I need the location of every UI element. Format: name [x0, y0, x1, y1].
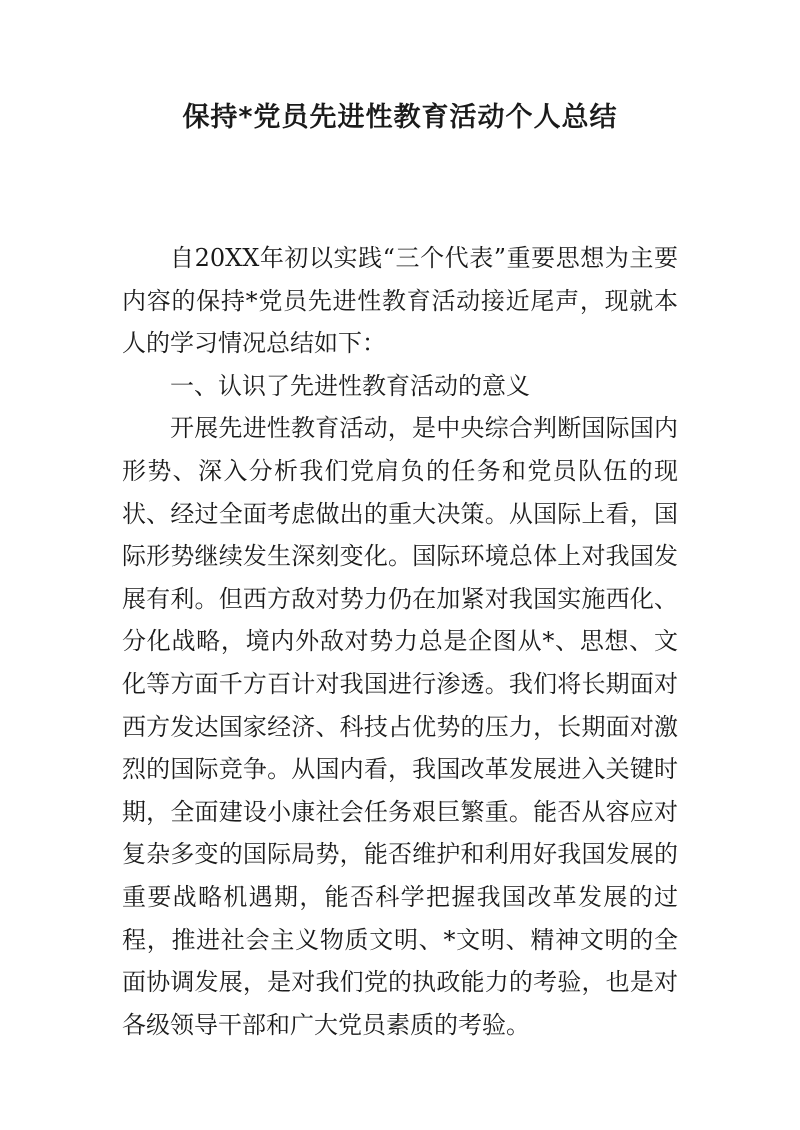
document-title: 保持*党员先进性教育活动个人总结	[182, 102, 618, 133]
intro-paragraph: 自20XX年初以实践“三个代表”重要思想为主要内容的保持*党员先进性教育活动接近尾声，现就本人的学习情况总结如下：	[122, 244, 678, 358]
document-body	[122, 237, 678, 1046]
section-heading: 一、认识了先进性教育活动的意义	[170, 371, 530, 400]
section-paragraph: 开展先进性教育活动，是中央综合判断国际国内形势、深入分析我们党肩负的任务和党员队伍的现状、经过全面考虑做出的重大决策。从国际上看，国际形势继续发生深刻变化。国际环境总体上对我国发展有利。但西方敌对势力仍在加紧对我国实施西化、分化战略，境内外敌对势力总是企图从*、思想、文化等方面千方百计对我国进行渗透。我们将长期面对西方发达国家经济、科技占优势的压力，长期面对激烈的国际竞争。从国内看，我国改革发展进入关键时期，全面建设小康社会任务艰巨繁重。能否从容应对复杂多变的国际局势，能否维护和利用好我国发展的重要战略机遇期，能否科学把握我国改革发展的过程，推进社会主义物质文明、*文明、精神文明的全面协调发展，是对我们党的执政能力的考验，也是对各级领导干部和广大党员素质的考验。	[122, 414, 678, 1039]
